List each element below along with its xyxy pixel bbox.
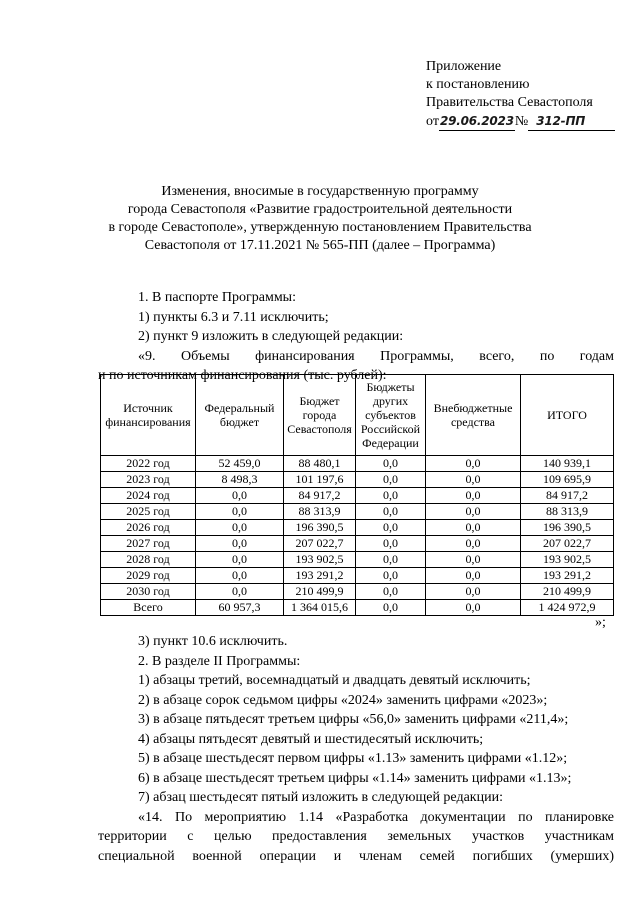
table-cell: 196 390,5: [521, 520, 614, 536]
table-cell: 2026 год: [101, 520, 196, 536]
table-cell: 2029 год: [101, 568, 196, 584]
paragraph-change-5: 5) в абзаце шестьдесят первом цифры «1.13» заменить цифрами «1.12»;: [138, 751, 568, 766]
paragraph-change-3: 3) в абзаце пятьдесят третьем цифры «56,0» заменить цифрами «211,4»;: [138, 712, 569, 727]
table-cell: 193 291,2: [284, 568, 356, 584]
table-cell: 0,0: [426, 504, 521, 520]
table-cell: 0,0: [196, 488, 284, 504]
table-cell: 0,0: [356, 536, 426, 552]
paragraph-quote-14-cont-2: специальной военной операции и членам семей погибших (умерших): [98, 848, 614, 864]
handwritten-number: 312-ПП: [528, 112, 615, 131]
title-line-4: Севастополя от 17.11.2021 № 565-ПП (далее – Программа): [144, 238, 496, 253]
paragraph-passport: 1. В паспорте Программы:: [138, 290, 296, 305]
table-cell: 210 499,9: [284, 584, 356, 600]
title-line-3: в городе Севастополе», утвержденную постановлением Правительства: [108, 220, 532, 235]
table-cell: 193 902,5: [284, 552, 356, 568]
table-cell: 2025 год: [101, 504, 196, 520]
paragraph-change-2: 2) в абзаце сорок седьмом цифры «2024» заменить цифрами «2023»;: [138, 692, 548, 708]
table-cell: 0,0: [426, 584, 521, 600]
table-cell: 88 480,1: [284, 456, 356, 472]
table-cell: 0,0: [426, 552, 521, 568]
table-cell: 2023 год: [101, 472, 196, 488]
table-row: [101, 536, 614, 552]
table-cell: 0,0: [356, 504, 426, 520]
header-extrabudget: Внебюджетные средства: [426, 375, 521, 456]
paragraph-quote-14-cont-1: территории с целью предоставления земельных участков участникам: [98, 829, 614, 844]
document-title: [60, 183, 580, 255]
table-cell: 0,0: [426, 568, 521, 584]
table-cell: 0,0: [426, 520, 521, 536]
table-cell: Всего: [101, 600, 196, 616]
table-cell: 140 939,1: [521, 456, 614, 472]
paragraph-item-1: 1) пункты 6.3 и 7.11 исключить;: [138, 309, 329, 325]
table-cell: 0,0: [356, 600, 426, 616]
table-cell: 84 917,2: [284, 488, 356, 504]
table-cell: 52 459,0: [196, 456, 284, 472]
table-cell: 2022 год: [101, 456, 196, 472]
header-city: Бюджет города Севастополя: [284, 375, 356, 456]
paragraph-quote-start: «9. Объемы финансирования Программы, всего, по годам: [138, 348, 614, 364]
table-cell: 8 498,3: [196, 472, 284, 488]
table-cell: 2028 год: [101, 552, 196, 568]
table-row: [101, 568, 614, 584]
title-line-2: города Севастополя «Развитие градостроительной деятельности: [127, 202, 513, 217]
section-2: [100, 632, 614, 866]
table-cell: 1 364 015,6: [284, 600, 356, 616]
appendix-line-2: к постановлению: [426, 77, 530, 92]
paragraph-item-2: 2) пункт 9 изложить в следующей редакции:: [138, 329, 404, 344]
table-cell: 0,0: [426, 488, 521, 504]
table-cell: 101 197,6: [284, 472, 356, 488]
table-row: [101, 504, 614, 520]
table-cell: 0,0: [356, 472, 426, 488]
header-source: Источник финансирования: [101, 375, 196, 456]
paragraph-change-4: 4) абзацы пятьдесят девятый и шестидесятый исключить;: [138, 731, 484, 747]
table-row: [101, 472, 614, 488]
table-cell: 88 313,9: [521, 504, 614, 520]
date-prefix: от: [426, 114, 439, 129]
table-cell: 0,0: [196, 552, 284, 568]
table-row: [101, 456, 614, 472]
appendix-block: [426, 58, 615, 131]
appendix-date-line: [426, 112, 615, 131]
financing-table: [100, 374, 614, 616]
table-row: [101, 552, 614, 568]
table-cell: 0,0: [356, 456, 426, 472]
table-row: [101, 520, 614, 536]
table-row: [101, 488, 614, 504]
table-cell: 0,0: [356, 520, 426, 536]
paragraph-sources: и по источникам финансирования (тыс. рублей):: [98, 368, 387, 383]
number-prefix: №: [514, 114, 529, 129]
table-cell: 2024 год: [101, 488, 196, 504]
header-total: ИТОГО: [521, 375, 614, 456]
table-cell: 0,0: [356, 552, 426, 568]
paragraph-change-1: 1) абзацы третий, восемнадцатый и двадцать девятый исключить;: [138, 673, 531, 688]
table-cell: 0,0: [196, 504, 284, 520]
table-cell: 0,0: [356, 568, 426, 584]
title-line-1: Изменения, вносимые в государственную программу: [161, 184, 479, 199]
table-cell: 193 902,5: [521, 552, 614, 568]
table-cell: 0,0: [426, 600, 521, 616]
paragraph-section-2: 2. В разделе II Программы:: [138, 653, 301, 669]
table-cell: 88 313,9: [284, 504, 356, 520]
table-cell: 0,0: [196, 520, 284, 536]
table-cell: 0,0: [196, 568, 284, 584]
table-cell: 207 022,7: [284, 536, 356, 552]
table-cell: 196 390,5: [284, 520, 356, 536]
table-cell: 60 957,3: [196, 600, 284, 616]
header-other-subjects: Бюджеты других субъектов Российской Федерации: [356, 375, 426, 456]
paragraph-item-3: 3) пункт 10.6 исключить.: [138, 634, 288, 649]
table-row: [101, 584, 614, 600]
table-cell: 0,0: [426, 536, 521, 552]
table-row-total: [101, 600, 614, 616]
table-cell: 1 424 972,9: [521, 600, 614, 616]
header-federal: Федеральный бюджет: [196, 375, 284, 456]
table-cell: 2027 год: [101, 536, 196, 552]
appendix-line-3: Правительства Севастополя: [426, 95, 593, 110]
table-cell: 193 291,2: [521, 568, 614, 584]
table-cell: 2030 год: [101, 584, 196, 600]
table-cell: 0,0: [196, 584, 284, 600]
appendix-line-1: Приложение: [426, 59, 502, 74]
handwritten-date: 29.06.2023: [439, 112, 515, 131]
table-cell: 0,0: [196, 536, 284, 552]
table-cell: 109 695,9: [521, 472, 614, 488]
table-closing-quote: »;: [595, 615, 606, 630]
table-cell: 0,0: [356, 488, 426, 504]
table-cell: 210 499,9: [521, 584, 614, 600]
table-header-row: [101, 375, 614, 456]
paragraph-quote-14: «14. По мероприятию 1.14 «Разработка документации по планировке: [138, 809, 614, 825]
table-cell: 207 022,7: [521, 536, 614, 552]
table-cell: 0,0: [356, 584, 426, 600]
table-cell: 84 917,2: [521, 488, 614, 504]
paragraph-change-7: 7) абзац шестьдесят пятый изложить в следующей редакции:: [138, 790, 503, 805]
paragraph-change-6: 6) в абзаце шестьдесят третьем цифры «1.14» заменить цифрами «1.13»;: [138, 770, 572, 786]
table-cell: 0,0: [426, 456, 521, 472]
table-cell: 0,0: [426, 472, 521, 488]
section-1: [100, 288, 614, 386]
